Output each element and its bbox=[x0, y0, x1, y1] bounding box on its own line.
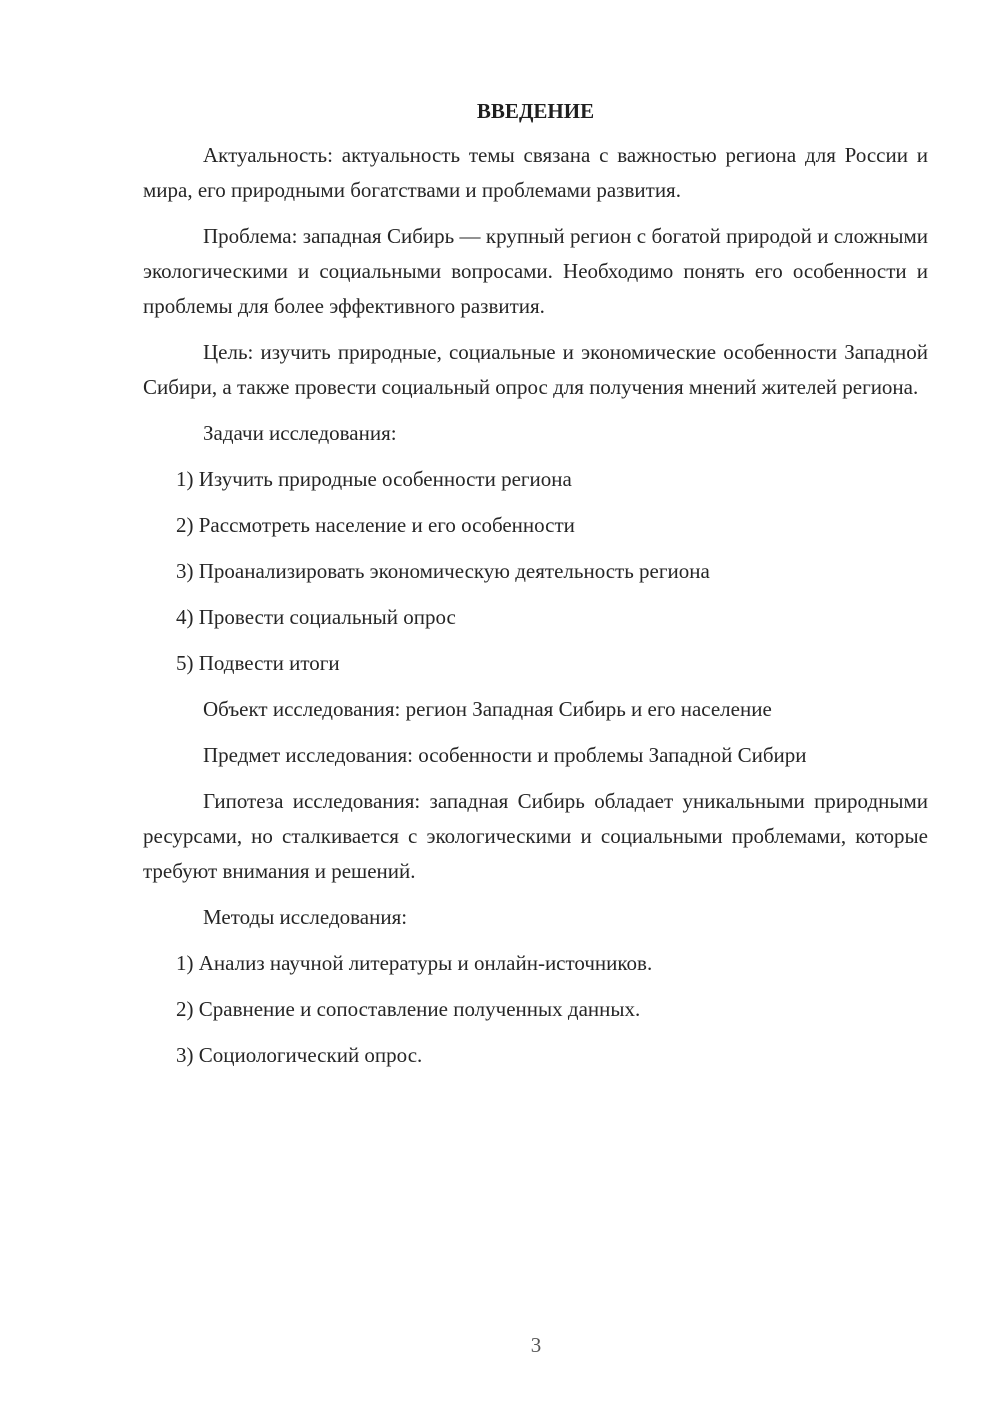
page-content bbox=[143, 96, 928, 1084]
subject-line: Предмет исследования: особенности и проблемы Западной Сибири bbox=[203, 743, 807, 767]
task-item: 5) Подвести итоги bbox=[176, 651, 340, 675]
goal-paragraph: Цель: изучить природные, социальные и экономические особенности Западной Сибири, а также провести социальный опрос для получения мнений жителей региона. bbox=[143, 340, 928, 399]
page-number: 3 bbox=[530, 1333, 542, 1357]
problem-paragraph: Проблема: западная Сибирь — крупный регион с богатой природой и сложными экологическими и социальными вопросами. Необходимо понять его особенности и проблемы для более эффективного развития. bbox=[143, 224, 928, 318]
tasks-heading: Задачи исследования: bbox=[203, 421, 397, 445]
page-title: ВВЕДЕНИЕ bbox=[476, 99, 595, 123]
object-line: Объект исследования: регион Западная Сибирь и его население bbox=[203, 697, 772, 721]
hypothesis-paragraph: Гипотеза исследования: западная Сибирь обладает уникальными природными ресурсами, но сталкивается с экологическими и социальными проблемами, которые требуют внимания и решений. bbox=[143, 789, 928, 883]
methods-heading: Методы исследования: bbox=[203, 905, 408, 929]
method-item: 1) Анализ научной литературы и онлайн-источников. bbox=[176, 951, 653, 975]
task-item: 4) Провести социальный опрос bbox=[176, 605, 456, 629]
task-item: 3) Проанализировать экономическую деятельность региона bbox=[176, 559, 710, 583]
tasks-list bbox=[143, 462, 928, 681]
method-item: 3) Социологический опрос. bbox=[176, 1043, 423, 1067]
methods-list bbox=[143, 946, 928, 1073]
relevance-paragraph: Актуальность: актуальность темы связана с важностью региона для России и мира, его природными богатствами и проблемами развития. bbox=[143, 143, 928, 202]
task-item: 1) Изучить природные особенности региона bbox=[176, 467, 572, 491]
task-item: 2) Рассмотреть население и его особенности bbox=[176, 513, 575, 537]
method-item: 2) Сравнение и сопоставление полученных данных. bbox=[176, 997, 641, 1021]
